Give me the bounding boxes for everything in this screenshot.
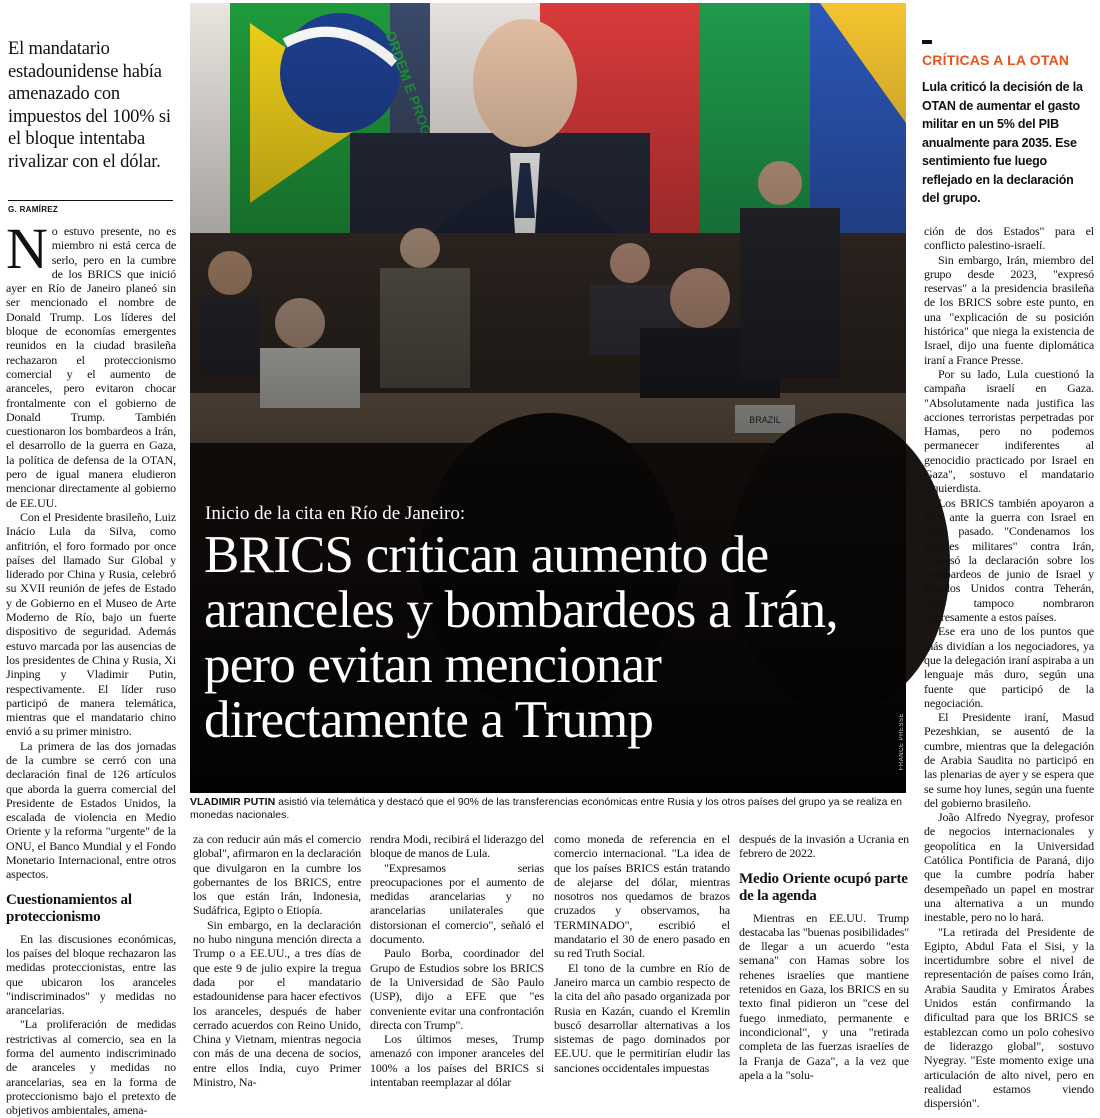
article-paragraph: El Presidente iraní, Masud Pezeshkian, se ausentó de la cumbre, mientras que la delegación de Arabia Saudita no participó en las plenarias de ayer y se espera que se sume hoy lunes, según una fuente del gobierno brasileño. [924, 710, 1094, 810]
sidebar-title: CRÍTICAS A LA OTAN [922, 52, 1070, 68]
subheading: Medio Oriente ocupó parte de la agenda [739, 870, 908, 904]
article-column-right [924, 224, 1094, 1110]
article-paragraph: Sin embargo, Irán, miembro del grupo desde 2023, "expresó reservas" a la presidencia brasileña de los BRICS sobre este punto, en una "explicación de su posición histórica" que niega la existencia de Israel, dijo una fuente diplomática iraní a France Presse. [924, 252, 1094, 367]
article-paragraph: Paulo Borba, coordinador del Grupo de Estudios sobre los BRICS de la Universidad de São Paulo (USP), dijo a EFE que "es conveniente evitar una confrontación directa con Trump". [370, 946, 544, 1032]
byline: G. RAMÍREZ [8, 200, 173, 214]
caption-text: asistió vía telemática y destacó que el 90% de las transferencias económicas entre Rusia y los otros países del grupo ya se realiza en monedas nacionales. [190, 796, 903, 821]
photo-credit: FRANCE PRESSE [899, 713, 905, 771]
article-paragraph: "Expresamos serias preocupaciones por el aumento de medidas arancelarias y no arancelarias unilaterales que distorsionan el comercio", señaló el documento. [370, 860, 544, 947]
article-paragraph: João Alfredo Nyegray, profesor de negocios internacionales y geopolítica en la Universidad Católica Pontificia de Paraná, dijo que la cumbre podría haber desempeñado un papel en mostrar una alternativa a un mundo inestable, pero no lo hará. [924, 810, 1094, 925]
lead-quote: El mandatario estadounidense había amenazado con impuestos del 100% si el bloque intentaba rivalizar con el dólar. [8, 39, 171, 172]
article-paragraph: Los últimos meses, Trump amenazó con imponer aranceles del 100% a los países del BRICS si intentaban reemplazar al dólar [370, 1032, 544, 1090]
article-column-b4 [739, 832, 909, 1082]
article-paragraph: En las discusiones económicas, los países del bloque rechazaron las medidas proteccionistas, entre las que ubicaron los aranceles "indiscriminados" y medidas no arancelarias. [6, 931, 176, 1018]
headline: BRICS critican aumento de aranceles y bombardeos a Irán, pero evitan mencionar directamente a Trump [204, 526, 838, 749]
article-paragraph: "La proliferación de medidas restrictivas al comercio, sea en la forma del aumento indiscriminado de aranceles y medidas no arancelarias, sea en la forma de proteccionismo bajo el pretexto de objetivos ambientales, amena- [6, 1017, 176, 1118]
article-paragraph: za con reducir aún más el comercio global", afirmaron en la declaración que divulgaron en la cumbre los gobernantes de los BRICS, entre los que están Irán, Indonesia, Sudáfrica, Egipto o Etiopía. [193, 832, 361, 918]
article-paragraph: Por su lado, Lula cuestionó la campaña israelí en Gaza. "Absolutamente nada justifica las acciones terroristas perpetradas por Hamas, pero no podemos permanecer indiferentes al genocidio practicado por Israel en Gaza", sostuvo el mandatario izquierdista. [924, 366, 1094, 496]
article-paragraph: El tono de la cumbre en Río de Janeiro marca un cambio respecto de la cita del año pasado organizada por Rusia en Kazán, cuando el Kremlin buscó desarrollar alternativas a los sistemas de pago dominados por EE.UU. que le permitirían eludir las sanciones occidentales impuestas [554, 960, 730, 1075]
article-paragraph: Ese era uno de los puntos que más dividían a los negociadores, ya que la delegación iraní aspiraba a un lenguaje más duro, según una fuente que participó de la negociación. [924, 624, 1094, 710]
photo-caption [190, 796, 906, 822]
article-paragraph: No estuvo presente, no es miembro ni está cerca de serlo, pero en la cumbre de los BRICS que inició ayer en Río de Janeiro planeó sin ser mencionado el nombre de Donald Trump. Los líderes del bloque de economías emergentes reunidos en la ciudad brasileña rechazaron el proteccionismo comercial y el aumento de aranceles, pero evitaron chocar frontalmente con el gobierno de Donald Trump. También cuestionaron los bombardeos a Irán, el desarrollo de la guerra en Gaza, la política de defensa de la OTAN, pero de igual manera eludieron mencionar directamente al gobierno de EE.UU. [6, 216, 176, 510]
article-paragraph: Sin embargo, en la declaración no hubo ninguna mención directa a Trump o a EE.UU., a tres días de que este 9 de julio expire la tregua dada por el mandatario estadounidense para hacer efectivos los aranceles, después de haber cerrado acuerdos con Reino Unido, China y Vietnam, mientras negocia con más de una decena de socios, entre ellos India, cuyo Primer Ministro, Na- [193, 917, 361, 1090]
article-column-b1 [193, 832, 361, 1089]
headline-kicker: Inicio de la cita en Río de Janeiro: [205, 503, 466, 524]
subheading: Cuestionamientos al proteccionismo [6, 891, 132, 925]
article-column-left [6, 216, 176, 1118]
article-paragraph: como moneda de referencia en el comercio internacional. "La idea de que los países BRICS están tratando de alejarse del dólar, mientras nosotros nos quedamos de brazos cruzados y observamos, ha TERMINADO", escribió el mandatario el 30 de enero pasado en su red Truth Social. [554, 832, 730, 961]
sidebar-rule [922, 40, 932, 44]
article-paragraph: "La retirada del Presidente de Egipto, Abdul Fata el Sisi, y la incertidumbre sobre el nivel de representación de países como Irán, Arabia Saudita y Emiratos Árabes Unidos están confirmando la dificultad para que los BRICS se establezcan como un polo cohesivo de liderazgo global", sostuvo Nyegray. "Este momento exige una articulación de alto nivel, pero en realidad estamos viendo dispersión". [924, 924, 1094, 1111]
sidebar-body: Lula criticó la decisión de la OTAN de aumentar el gasto militar en un 5% del PIB anualmente para 2035. Ese sentimiento fue luego reflejado en la declaración del grupo. [922, 80, 1083, 205]
article-paragraph: después de la invasión a Ucrania en febrero de 2022. [739, 832, 909, 861]
article-column-b3 [554, 832, 730, 1075]
article-paragraph: Con el Presidente brasileño, Luiz Inácio Lula da Silva, como anfitrión, el foro formado por once países del llamado Sur Global y liderado por China y Rusia, celebró su XVII reunión de jefes de Estado y de Gobierno en el Museo de Arte Moderno de Río, bajo un fuerte dispositivo de seguridad. Además estuvo marcada por las ausencias de los presidentes de China y Rusia, Xi Jinping y Vladimir Putin, respectivamente. El líder ruso participó de manera telemática, mientras que el mandatario chino envió a su primer ministro. [6, 509, 176, 739]
article-paragraph: Mientras en EE.UU. Trump destacaba las "buenas posibilidades" de llegar a un acuerdo "esta semana" con Hamas sobre los rehenes israelíes que mantiene retenidos en Gaza, los BRICS en su texto final pidieron un "cese del fuego inmediato, permanente e incondicional", y una "retirada completa de las fuerzas israelíes de la Franja de Gaza", a la vez que apela a la "solu- [739, 910, 910, 1082]
article-paragraph: rendra Modi, recibirá el liderazgo del bloque de manos de Lula. [370, 832, 544, 861]
caption-name: VLADIMIR PUTIN [190, 796, 276, 808]
article-column-b2 [370, 832, 544, 1089]
article-paragraph: ción de dos Estados" para el conflicto palestino-israelí. [924, 224, 1094, 253]
drop-cap: N [6, 216, 48, 281]
article-paragraph: La primera de las dos jornadas de la cumbre se cerró con una declaración final de 126 artículos que aborda la guerra comercial del Presidente de Estados Unidos, la escalada de violencia en Medio Oriente y la reforma "urgente" de la ONU, el Banco Mundial y el Fondo Monetario Internacional, entre otros aspectos. [6, 738, 176, 882]
article-paragraph: Los BRICS también apoyaron a Irán ante la guerra con Israel en junio pasado. "Condenamos los ataques militares" contra Irán, expresó la declaración sobre los bombardeos de junio de Israel y Estados Unidos contra Teherán, pero tampoco nombraron expresamente a estos países. [924, 495, 1094, 625]
